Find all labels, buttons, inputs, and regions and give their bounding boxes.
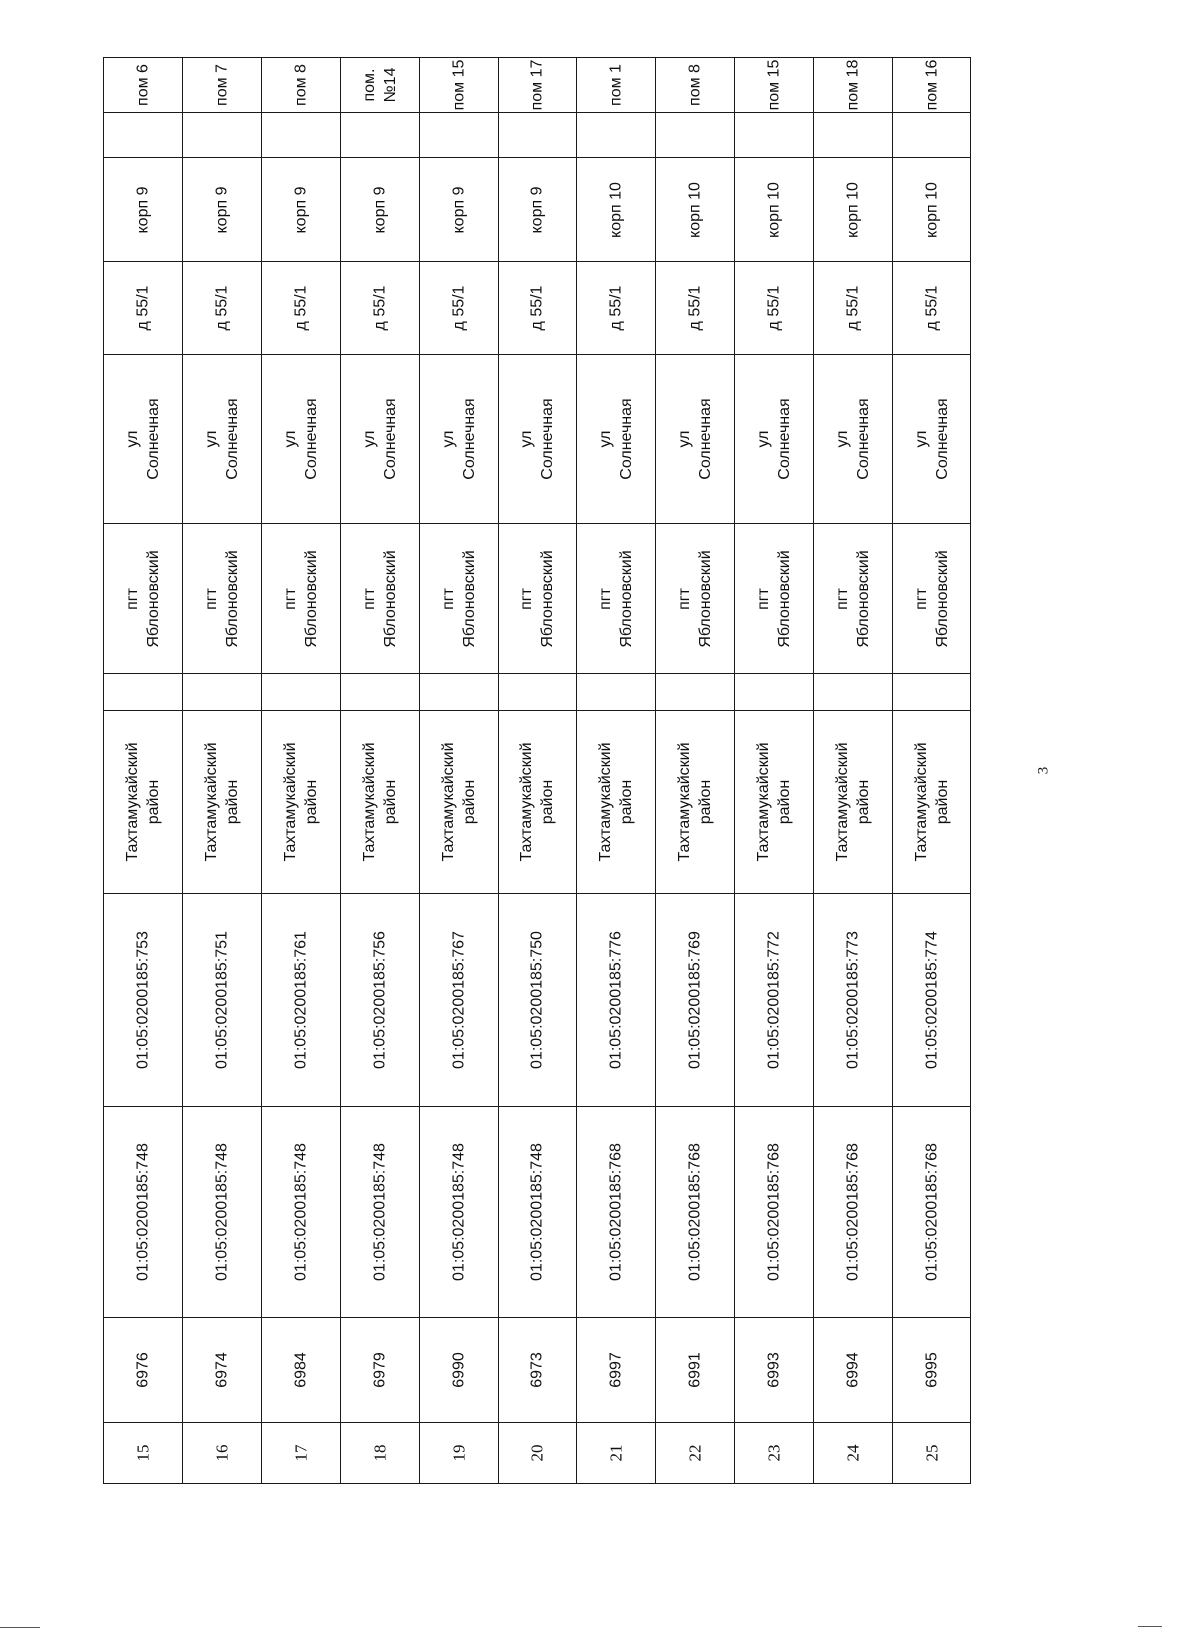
- cell-room: [341, 57, 419, 112]
- cell-object: [420, 893, 498, 1106]
- cell-object: [656, 893, 734, 1106]
- cell-object: [577, 893, 655, 1106]
- cell-text-district: Тахтамукайский район: [360, 742, 399, 862]
- cell-text-settlement: пгт Яблоновский: [123, 549, 162, 648]
- cell-district: [183, 710, 261, 893]
- cell-text-num: 20: [527, 1444, 547, 1462]
- cell-text-settlement: пгт Яблоновский: [360, 549, 399, 648]
- scan-edge-mark-right: [1138, 1626, 1162, 1627]
- cell-building: [420, 157, 498, 261]
- cell-text-parcel: 01:05:0200185:768: [686, 1143, 704, 1281]
- cell-text-house: д 55/1: [686, 285, 704, 331]
- cell-district: [420, 710, 498, 893]
- cell-text-num: 25: [922, 1444, 942, 1462]
- cell-text-house: д 55/1: [528, 285, 546, 331]
- cell-district: [262, 710, 340, 893]
- cell-building: [893, 157, 970, 261]
- cell-parcel: [183, 1106, 261, 1317]
- cell-text-district: Тахтамукайский район: [439, 742, 478, 862]
- cell-text-object: 01:05:0200185:774: [923, 931, 941, 1069]
- cell-text-room: пом 16: [923, 59, 941, 111]
- cell-street: [420, 354, 498, 523]
- cell-text-id: 6974: [213, 1352, 231, 1388]
- cell-district: [499, 710, 577, 893]
- table-row: [182, 57, 261, 1484]
- cell-object: [499, 893, 577, 1106]
- cell-empty: [893, 673, 970, 710]
- cell-text-room: пом 18: [844, 59, 862, 111]
- cell-text-room: пом 1: [607, 64, 625, 106]
- cell-text-house: д 55/1: [923, 285, 941, 331]
- cell-num: [341, 1422, 419, 1484]
- cell-text-num: 19: [449, 1444, 469, 1462]
- cell-object: [262, 893, 340, 1106]
- cell-text-parcel: 01:05:0200185:768: [765, 1143, 783, 1281]
- cell-street: [183, 354, 261, 523]
- cell-text-room: пом 15: [765, 59, 783, 111]
- cell-text-id: 6984: [292, 1352, 310, 1388]
- cell-house: [183, 261, 261, 354]
- cell-text-room: пом. №14: [360, 67, 399, 103]
- cell-parcel: [893, 1106, 970, 1317]
- cell-street: [262, 354, 340, 523]
- cell-text-house: д 55/1: [765, 285, 783, 331]
- table-row: [655, 57, 734, 1484]
- cell-text-building: корп 9: [528, 186, 546, 233]
- cell-text-object: 01:05:0200185:772: [765, 931, 783, 1069]
- cell-text-object: 01:05:0200185:761: [292, 931, 310, 1069]
- cell-text-object: 01:05:0200185:773: [844, 931, 862, 1069]
- cell-empty: [499, 112, 577, 157]
- cell-house: [735, 261, 813, 354]
- cell-text-num: 21: [606, 1444, 626, 1462]
- cell-parcel: [104, 1106, 182, 1317]
- cell-text-house: д 55/1: [450, 285, 468, 331]
- cell-text-num: 15: [133, 1444, 153, 1462]
- cell-text-id: 6990: [450, 1352, 468, 1388]
- cell-empty: [104, 673, 182, 710]
- cell-building: [577, 157, 655, 261]
- cell-parcel: [262, 1106, 340, 1317]
- cell-text-street: ул Солнечная: [834, 398, 873, 480]
- cell-building: [183, 157, 261, 261]
- cell-text-building: корп 9: [213, 186, 231, 233]
- cell-text-object: 01:05:0200185:751: [213, 931, 231, 1069]
- cell-text-building: корп 9: [450, 186, 468, 233]
- cell-text-object: 01:05:0200185:753: [134, 931, 152, 1069]
- cell-text-room: пом 7: [213, 64, 231, 106]
- cell-text-house: д 55/1: [607, 285, 625, 331]
- cell-text-district: Тахтамукайский район: [281, 742, 320, 862]
- cell-empty: [814, 673, 892, 710]
- cell-text-object: 01:05:0200185:756: [371, 931, 389, 1069]
- cell-id: [420, 1317, 498, 1422]
- cell-object: [104, 893, 182, 1106]
- cell-parcel: [577, 1106, 655, 1317]
- cell-text-building: корп 10: [686, 181, 704, 238]
- cell-text-settlement: пгт Яблоновский: [439, 549, 478, 648]
- cell-district: [735, 710, 813, 893]
- cell-settlement: [893, 523, 970, 673]
- cell-text-parcel: 01:05:0200185:768: [923, 1143, 941, 1281]
- cell-house: [420, 261, 498, 354]
- table-row: [892, 57, 971, 1484]
- cell-object: [814, 893, 892, 1106]
- cell-text-house: д 55/1: [213, 285, 231, 331]
- cell-text-street: ул Солнечная: [123, 398, 162, 480]
- cell-parcel: [735, 1106, 813, 1317]
- cell-id: [341, 1317, 419, 1422]
- cell-street: [499, 354, 577, 523]
- cell-street: [656, 354, 734, 523]
- cell-text-parcel: 01:05:0200185:768: [844, 1143, 862, 1281]
- cell-id: [893, 1317, 970, 1422]
- cell-settlement: [577, 523, 655, 673]
- cell-text-id: 6995: [923, 1352, 941, 1388]
- table-row: [261, 57, 340, 1484]
- cell-text-parcel: 01:05:0200185:748: [213, 1143, 231, 1281]
- cell-object: [183, 893, 261, 1106]
- cell-empty: [656, 112, 734, 157]
- cell-street: [577, 354, 655, 523]
- cell-room: [814, 57, 892, 112]
- cell-text-building: корп 10: [765, 181, 783, 238]
- cell-object: [735, 893, 813, 1106]
- cell-text-district: Тахтамукайский район: [202, 742, 241, 862]
- cell-room: [104, 57, 182, 112]
- cell-text-settlement: пгт Яблоновский: [834, 549, 873, 648]
- cell-street: [735, 354, 813, 523]
- cell-num: [183, 1422, 261, 1484]
- cell-text-house: д 55/1: [134, 285, 152, 331]
- cell-empty: [262, 112, 340, 157]
- cell-text-id: 6976: [134, 1352, 152, 1388]
- cell-empty: [656, 673, 734, 710]
- cell-num: [577, 1422, 655, 1484]
- cell-text-settlement: пгт Яблоновский: [755, 549, 794, 648]
- cell-district: [341, 710, 419, 893]
- cell-text-num: 22: [685, 1444, 705, 1462]
- cell-district: [104, 710, 182, 893]
- cell-num: [499, 1422, 577, 1484]
- cell-num: [893, 1422, 970, 1484]
- cell-settlement: [420, 523, 498, 673]
- cell-text-id: 6991: [686, 1352, 704, 1388]
- cell-settlement: [262, 523, 340, 673]
- table-row: [340, 57, 419, 1484]
- table-row: [734, 57, 813, 1484]
- cell-text-settlement: пгт Яблоновский: [597, 549, 636, 648]
- cell-settlement: [656, 523, 734, 673]
- cell-house: [814, 261, 892, 354]
- cell-empty: [814, 112, 892, 157]
- cell-id: [183, 1317, 261, 1422]
- cell-text-room: пом 8: [292, 64, 310, 106]
- cell-parcel: [341, 1106, 419, 1317]
- cell-text-parcel: 01:05:0200185:748: [292, 1143, 310, 1281]
- cell-text-house: д 55/1: [292, 285, 310, 331]
- cell-num: [656, 1422, 734, 1484]
- cell-room: [262, 57, 340, 112]
- cell-parcel: [814, 1106, 892, 1317]
- cell-text-room: пом 6: [134, 64, 152, 106]
- cell-empty: [577, 673, 655, 710]
- cell-num: [814, 1422, 892, 1484]
- cell-num: [420, 1422, 498, 1484]
- cell-text-parcel: 01:05:0200185:748: [450, 1143, 468, 1281]
- cell-empty: [735, 673, 813, 710]
- cell-text-district: Тахтамукайский район: [834, 742, 873, 862]
- cell-street: [341, 354, 419, 523]
- cell-text-street: ул Солнечная: [597, 398, 636, 480]
- cell-empty: [735, 112, 813, 157]
- cell-text-num: 23: [764, 1444, 784, 1462]
- cell-text-building: корп 9: [371, 186, 389, 233]
- cell-house: [104, 261, 182, 354]
- cell-text-num: 24: [843, 1444, 863, 1462]
- cell-text-settlement: пгт Яблоновский: [202, 549, 241, 648]
- cell-text-house: д 55/1: [844, 285, 862, 331]
- cell-text-district: Тахтамукайский район: [676, 742, 715, 862]
- cell-building: [341, 157, 419, 261]
- cell-empty: [183, 112, 261, 157]
- cell-settlement: [499, 523, 577, 673]
- cell-text-building: корп 9: [134, 186, 152, 233]
- table-row: [498, 57, 577, 1484]
- cell-street: [814, 354, 892, 523]
- cell-room: [499, 57, 577, 112]
- cell-id: [577, 1317, 655, 1422]
- cell-district: [577, 710, 655, 893]
- cell-text-object: 01:05:0200185:776: [607, 931, 625, 1069]
- cell-house: [577, 261, 655, 354]
- cell-text-object: 01:05:0200185:750: [528, 931, 546, 1069]
- cell-building: [656, 157, 734, 261]
- cell-street: [893, 354, 970, 523]
- cell-text-street: ул Солнечная: [439, 398, 478, 480]
- cell-text-id: 6979: [371, 1352, 389, 1388]
- cell-text-street: ул Солнечная: [676, 398, 715, 480]
- cell-text-street: ул Солнечная: [360, 398, 399, 480]
- cell-empty: [183, 673, 261, 710]
- cell-parcel: [656, 1106, 734, 1317]
- cell-house: [262, 261, 340, 354]
- cell-empty: [499, 673, 577, 710]
- cell-id: [735, 1317, 813, 1422]
- cell-text-settlement: пгт Яблоновский: [912, 549, 951, 648]
- scan-edge-mark-left: [0, 1627, 40, 1628]
- cell-building: [499, 157, 577, 261]
- cell-text-building: корп 9: [292, 186, 310, 233]
- cell-text-room: пом 8: [686, 64, 704, 106]
- cell-room: [577, 57, 655, 112]
- cell-room: [893, 57, 970, 112]
- cell-text-id: 6973: [528, 1352, 546, 1388]
- cell-house: [656, 261, 734, 354]
- cell-empty: [104, 112, 182, 157]
- cell-empty: [341, 673, 419, 710]
- cell-text-district: Тахтамукайский район: [123, 742, 162, 862]
- cell-settlement: [814, 523, 892, 673]
- cell-settlement: [104, 523, 182, 673]
- cell-empty: [893, 112, 970, 157]
- cell-building: [814, 157, 892, 261]
- cell-text-street: ул Солнечная: [202, 398, 241, 480]
- cell-house: [341, 261, 419, 354]
- cell-num: [735, 1422, 813, 1484]
- cell-text-object: 01:05:0200185:767: [450, 931, 468, 1069]
- cell-empty: [262, 673, 340, 710]
- cell-room: [420, 57, 498, 112]
- cell-text-id: 6997: [607, 1352, 625, 1388]
- table-row: [576, 57, 655, 1484]
- cell-text-settlement: пгт Яблоновский: [676, 549, 715, 648]
- cell-settlement: [183, 523, 261, 673]
- cell-text-num: 16: [212, 1444, 232, 1462]
- cell-text-room: пом 15: [450, 59, 468, 111]
- cell-room: [735, 57, 813, 112]
- cell-text-building: корп 10: [607, 181, 625, 238]
- rotated-register-table: [103, 57, 971, 1484]
- cell-text-house: д 55/1: [371, 285, 389, 331]
- cell-empty: [420, 673, 498, 710]
- cell-district: [893, 710, 970, 893]
- table-row: [419, 57, 498, 1484]
- cell-text-street: ул Солнечная: [518, 398, 557, 480]
- cell-text-parcel: 01:05:0200185:768: [607, 1143, 625, 1281]
- cell-text-parcel: 01:05:0200185:748: [528, 1143, 546, 1281]
- cell-house: [499, 261, 577, 354]
- cell-text-num: 17: [291, 1444, 311, 1462]
- cell-text-district: Тахтамукайский район: [597, 742, 636, 862]
- cell-room: [656, 57, 734, 112]
- cell-text-parcel: 01:05:0200185:748: [134, 1143, 152, 1281]
- cell-text-id: 6993: [765, 1352, 783, 1388]
- cell-text-building: корп 10: [923, 181, 941, 238]
- cell-building: [262, 157, 340, 261]
- cell-id: [656, 1317, 734, 1422]
- cell-text-street: ул Солнечная: [755, 398, 794, 480]
- cell-house: [893, 261, 970, 354]
- cell-text-district: Тахтамукайский район: [912, 742, 951, 862]
- cell-object: [893, 893, 970, 1106]
- cell-parcel: [499, 1106, 577, 1317]
- cell-object: [341, 893, 419, 1106]
- cell-district: [656, 710, 734, 893]
- cell-room: [183, 57, 261, 112]
- cell-text-building: корп 10: [844, 181, 862, 238]
- cell-empty: [577, 112, 655, 157]
- cell-num: [104, 1422, 182, 1484]
- cell-id: [814, 1317, 892, 1422]
- cell-settlement: [735, 523, 813, 673]
- table-row: [813, 57, 892, 1484]
- cell-text-street: ул Солнечная: [281, 398, 320, 480]
- cell-text-id: 6994: [844, 1352, 862, 1388]
- cell-text-settlement: пгт Яблоновский: [518, 549, 557, 648]
- cell-id: [262, 1317, 340, 1422]
- cell-empty: [341, 112, 419, 157]
- cell-text-object: 01:05:0200185:769: [686, 931, 704, 1069]
- cell-text-num: 18: [370, 1444, 390, 1462]
- cell-building: [735, 157, 813, 261]
- cell-building: [104, 157, 182, 261]
- cell-parcel: [420, 1106, 498, 1317]
- cell-text-street: ул Солнечная: [912, 398, 951, 480]
- cell-id: [104, 1317, 182, 1422]
- cell-num: [262, 1422, 340, 1484]
- cell-text-room: пом 17: [528, 59, 546, 111]
- cell-id: [499, 1317, 577, 1422]
- cell-text-parcel: 01:05:0200185:748: [371, 1143, 389, 1281]
- cell-text-settlement: пгт Яблоновский: [281, 549, 320, 648]
- page-number: 3: [1035, 766, 1052, 775]
- cell-settlement: [341, 523, 419, 673]
- cell-district: [814, 710, 892, 893]
- cell-street: [104, 354, 182, 523]
- cell-empty: [420, 112, 498, 157]
- cell-text-district: Тахтамукайский район: [518, 742, 557, 862]
- cell-text-district: Тахтамукайский район: [755, 742, 794, 862]
- table-row: [103, 57, 182, 1484]
